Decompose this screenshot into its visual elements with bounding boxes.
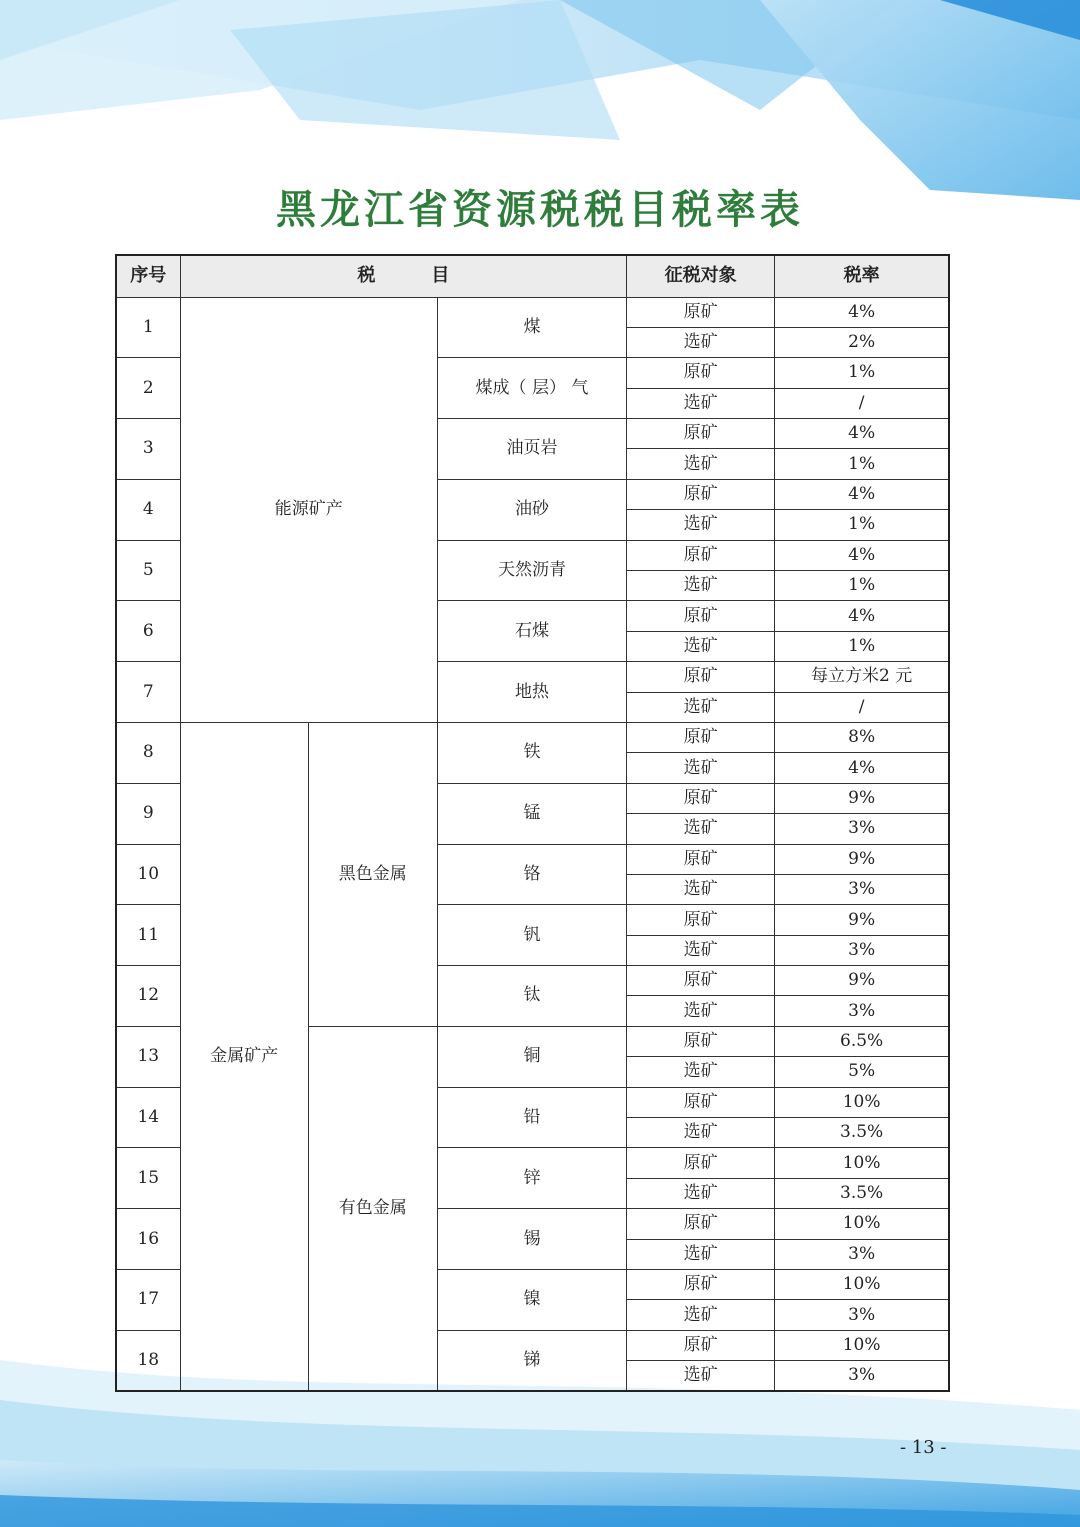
tax-rate-table [115, 254, 950, 1392]
row-number: 15 [116, 1148, 180, 1209]
mineral-name: 石煤 [437, 601, 626, 662]
mineral-name: 镍 [437, 1270, 626, 1331]
row-number: 4 [116, 479, 180, 540]
row-number: 9 [116, 783, 180, 844]
row-number: 8 [116, 722, 180, 783]
rate-raw: 10% [775, 1270, 949, 1300]
object-raw: 原矿 [627, 722, 775, 752]
rate-raw: 9% [775, 905, 949, 935]
rate-processed: 3% [775, 814, 949, 844]
page-number: - 13 - [900, 1437, 947, 1458]
object-raw: 原矿 [627, 358, 775, 388]
mineral-name: 钒 [437, 905, 626, 966]
header-item-a: 税 [357, 265, 376, 287]
mineral-name: 煤 [437, 297, 626, 358]
object-processed: 选矿 [627, 1300, 775, 1330]
page-title: 黑龙江省资源税税目税率表 [276, 186, 804, 233]
rate-processed: 1% [775, 631, 949, 661]
rate-processed: 3% [775, 996, 949, 1026]
rate-processed: 5% [775, 1057, 949, 1087]
object-processed: 选矿 [627, 935, 775, 965]
object-raw: 原矿 [627, 662, 775, 692]
rate-processed: 3.5% [775, 1178, 949, 1208]
mineral-name: 钛 [437, 966, 626, 1027]
mineral-name: 煤成（ 层） 气 [437, 358, 626, 419]
object-raw: 原矿 [627, 1270, 775, 1300]
subcategory-ferrous: 黑色金属 [308, 722, 437, 1026]
mineral-name: 铁 [437, 722, 626, 783]
mineral-name: 锡 [437, 1209, 626, 1270]
rate-processed: / [775, 692, 949, 722]
object-raw: 原矿 [627, 479, 775, 509]
object-raw: 原矿 [627, 966, 775, 996]
rate-raw: 1% [775, 358, 949, 388]
object-raw: 原矿 [627, 540, 775, 570]
rate-raw: 10% [775, 1209, 949, 1239]
object-raw: 原矿 [627, 1026, 775, 1056]
rate-raw: 4% [775, 297, 949, 327]
object-processed: 选矿 [627, 692, 775, 722]
rate-processed: 3.5% [775, 1118, 949, 1148]
row-number: 17 [116, 1270, 180, 1331]
rate-raw: 9% [775, 783, 949, 813]
rate-processed: 2% [775, 327, 949, 357]
rate-raw: 10% [775, 1330, 949, 1360]
object-processed: 选矿 [627, 510, 775, 540]
row-number: 12 [116, 966, 180, 1027]
rate-processed: 3% [775, 874, 949, 904]
object-processed: 选矿 [627, 1057, 775, 1087]
mineral-name: 地热 [437, 662, 626, 723]
object-raw: 原矿 [627, 601, 775, 631]
mineral-name: 铅 [437, 1087, 626, 1148]
row-number: 1 [116, 297, 180, 358]
rate-processed: 1% [775, 449, 949, 479]
top-decoration [0, 0, 1080, 200]
object-processed: 选矿 [627, 571, 775, 601]
object-processed: 选矿 [627, 388, 775, 418]
object-processed: 选矿 [627, 327, 775, 357]
row-number: 5 [116, 540, 180, 601]
row-number: 16 [116, 1209, 180, 1270]
header-item [180, 255, 627, 297]
row-number: 10 [116, 844, 180, 905]
rate-raw: 9% [775, 966, 949, 996]
object-processed: 选矿 [627, 1118, 775, 1148]
object-processed: 选矿 [627, 631, 775, 661]
row-number: 11 [116, 905, 180, 966]
object-processed: 选矿 [627, 1361, 775, 1391]
row-number: 3 [116, 419, 180, 480]
rate-processed: 3% [775, 1300, 949, 1330]
row-number: 18 [116, 1330, 180, 1391]
object-raw: 原矿 [627, 905, 775, 935]
object-processed: 选矿 [627, 996, 775, 1026]
rate-raw: 4% [775, 601, 949, 631]
rate-processed: 4% [775, 753, 949, 783]
mineral-name: 油砂 [437, 479, 626, 540]
header-seq: 序号 [116, 255, 180, 297]
object-processed: 选矿 [627, 753, 775, 783]
rate-processed: 3% [775, 935, 949, 965]
mineral-name: 铬 [437, 844, 626, 905]
header-item-b: 目 [431, 265, 450, 287]
rate-raw: 4% [775, 419, 949, 449]
mineral-name: 油页岩 [437, 419, 626, 480]
row-number: 7 [116, 662, 180, 723]
rate-raw: 9% [775, 844, 949, 874]
row-number: 6 [116, 601, 180, 662]
rate-raw: 6.5% [775, 1026, 949, 1056]
mineral-name: 天然沥青 [437, 540, 626, 601]
rate-raw: 每立方米2 元 [775, 662, 949, 692]
object-processed: 选矿 [627, 814, 775, 844]
object-raw: 原矿 [627, 1209, 775, 1239]
table-row [116, 297, 949, 327]
object-raw: 原矿 [627, 1087, 775, 1117]
object-raw: 原矿 [627, 844, 775, 874]
table-row [116, 722, 949, 752]
rate-processed: 3% [775, 1361, 949, 1391]
row-number: 2 [116, 358, 180, 419]
subcategory-nonferrous: 有色金属 [308, 1026, 437, 1391]
rate-raw: 8% [775, 722, 949, 752]
object-raw: 原矿 [627, 1330, 775, 1360]
object-raw: 原矿 [627, 1148, 775, 1178]
mineral-name: 铜 [437, 1026, 626, 1087]
header-object: 征税对象 [627, 255, 775, 297]
rate-raw: 10% [775, 1148, 949, 1178]
rate-raw: 10% [775, 1087, 949, 1117]
header-rate: 税率 [775, 255, 949, 297]
rate-processed: / [775, 388, 949, 418]
mineral-name: 锑 [437, 1330, 626, 1391]
category-metal: 金属矿产 [180, 722, 308, 1391]
rate-raw: 4% [775, 479, 949, 509]
object-raw: 原矿 [627, 419, 775, 449]
table-header-row [116, 255, 949, 297]
object-processed: 选矿 [627, 1178, 775, 1208]
mineral-name: 锰 [437, 783, 626, 844]
object-processed: 选矿 [627, 1239, 775, 1269]
row-number: 13 [116, 1026, 180, 1087]
mineral-name: 锌 [437, 1148, 626, 1209]
object-raw: 原矿 [627, 297, 775, 327]
rate-processed: 1% [775, 571, 949, 601]
object-processed: 选矿 [627, 449, 775, 479]
object-raw: 原矿 [627, 783, 775, 813]
row-number: 14 [116, 1087, 180, 1148]
category-energy: 能源矿产 [180, 297, 437, 722]
object-processed: 选矿 [627, 874, 775, 904]
rate-processed: 3% [775, 1239, 949, 1269]
tax-rate-table-container [115, 254, 950, 1393]
rate-raw: 4% [775, 540, 949, 570]
rate-processed: 1% [775, 510, 949, 540]
